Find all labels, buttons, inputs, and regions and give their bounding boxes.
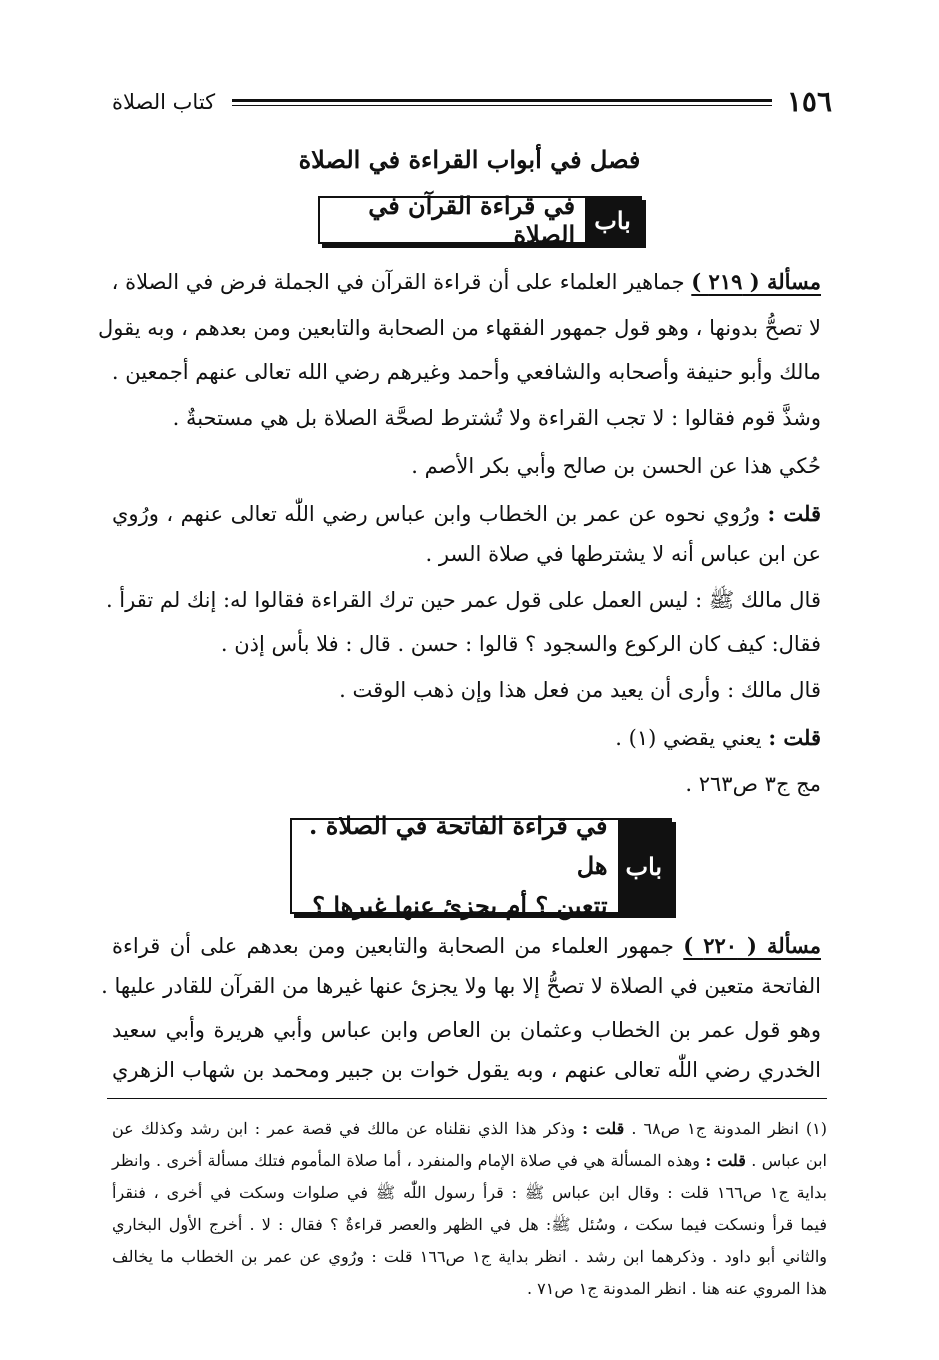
text-line: الفاتحة متعين في الصلاة لا تصحُّ إلا بها ولا يجزئ عنها غيرها من القرآن للقادر عليها . <box>101 974 821 998</box>
text-line: مسألة ( ٢١٩ ) جماهير العلماء على أن قراءة القرآن في الجملة فرض في الصلاة ، <box>111 269 821 294</box>
book-title: كتاب الصلاة <box>112 90 216 114</box>
issue-label: مسألة ( ٢٢٠ ) <box>683 933 821 958</box>
running-header <box>112 84 832 120</box>
chapter-tag: باب <box>585 198 640 242</box>
text-line: فقال: كيف كان الركوع والسجود ؟ قالوا : حسن . قال : فلا بأس إذن . <box>220 632 821 656</box>
page-number: ١٥٦ <box>786 85 832 118</box>
qult-label: قلت : <box>767 501 821 526</box>
text-line: الخدري رضي اللّٰه تعالى عنهم ، وبه يقول خوات بن جبير ومحمد بن شهاب الزهري <box>112 1058 821 1082</box>
footnote-line: بداية ج١ ص١٦٦ قلت : وقال ابن عباس ﷺ : قرأ رسول اللّٰه ﷺ في صلوات وسكت في أخرى ، فنقرأ <box>112 1183 828 1202</box>
chapter-title: في قراءة القرآن في الصلاة <box>368 191 576 249</box>
text-line: قال مالك : وأرى أن يعيد من فعل هذا وإن ذهب الوقت . <box>339 678 821 702</box>
chapter-title: في قراءة الفاتحة في الصلاة . هل تتعين ؟ أم يجزئ عنها غيرها ؟ <box>309 811 608 920</box>
chapter-tag: باب <box>618 820 670 912</box>
footnote-line: هذا المروي عنه هنا . انظر المدونة ج١ ص٧١ . <box>526 1279 827 1298</box>
text-line: وشذَّ قوم فقالوا : لا تجب القراءة ولا تُشترط لصحَّة الصلاة بل هي مستحبةٌ . <box>172 406 821 430</box>
text-line: عن ابن عباس أنه لا يشترطها في صلاة السر . <box>425 542 821 566</box>
text-line: مج ج٣ ص٢٦٣ . <box>685 772 821 796</box>
footnote-line: ابن عباس . قلت : وهذه المسألة هي في صلاة الإمام والمنفرد ، أما صلاة المأموم فتلك مسألة أخرى . وانظر <box>112 1151 827 1170</box>
footnote-line: فيما قرأ ونسكت فيما سكت ، وسُئل ﷺ: هل في الظهر والعصر قراءةٌ ؟ فقال : لا . أخرج الأول البخاري <box>112 1215 827 1234</box>
text-line: قلت : ورُوي نحوه عن عمر بن الخطاب وابن عباس رضي اللّٰه تعالى عنهم ، ورُوي <box>112 501 821 526</box>
text-line: لا تصحُّ بدونها ، وهو قول جمهور الفقهاء من الصحابة والتابعين ومن بعدهم ، وبه يقول <box>97 316 821 340</box>
footnote-line: (١) انظر المدونة ج١ ص٦٨ . قلت : وذكر هذا الذي نقلناه عن مالك في قصة عمر : ابن رشد وكذلك عن <box>112 1119 827 1138</box>
qult-label: قلت : <box>768 725 821 750</box>
text-line: قلت : يعني يقضي (١) . <box>615 725 821 750</box>
chapter-box-1 <box>318 191 642 249</box>
text-line: مسألة ( ٢٢٠ ) جمهور العلماء من الصحابة والتابعين ومن بعدهم على أن قراءة <box>112 933 821 958</box>
text-line: قال مالك ﷺ : ليس العمل على قول عمر حين ترك القراءة فقالوا له: إنك لم تقرأ . <box>105 588 821 612</box>
header-rule <box>232 99 772 106</box>
footnote-rule <box>107 1098 827 1099</box>
chapter-box-2 <box>290 811 672 920</box>
section-title: فصل في أبواب القراءة في الصلاة <box>298 145 641 174</box>
text-line: مالك وأبو حنيفة وأصحابه والشافعي وأحمد وغيرهم رضي الله تعالى عنهم أجمعين . <box>111 360 821 384</box>
footnote-line: والثاني أبو داود . وذكرهما ابن رشد . انظر بداية ج١ ص١٦٦ قلت : ورُوي عن عمر بن الخطاب ما يخالف <box>112 1247 827 1266</box>
text-line: حُكي هذا عن الحسن بن صالح وأبي بكر الأصم . <box>411 454 821 478</box>
text-line: وهو قول عمر بن الخطاب وعثمان بن العاص وابن عباس وأبي هريرة وأبي سعيد <box>112 1018 821 1042</box>
issue-label: مسألة ( ٢١٩ ) <box>691 269 821 294</box>
